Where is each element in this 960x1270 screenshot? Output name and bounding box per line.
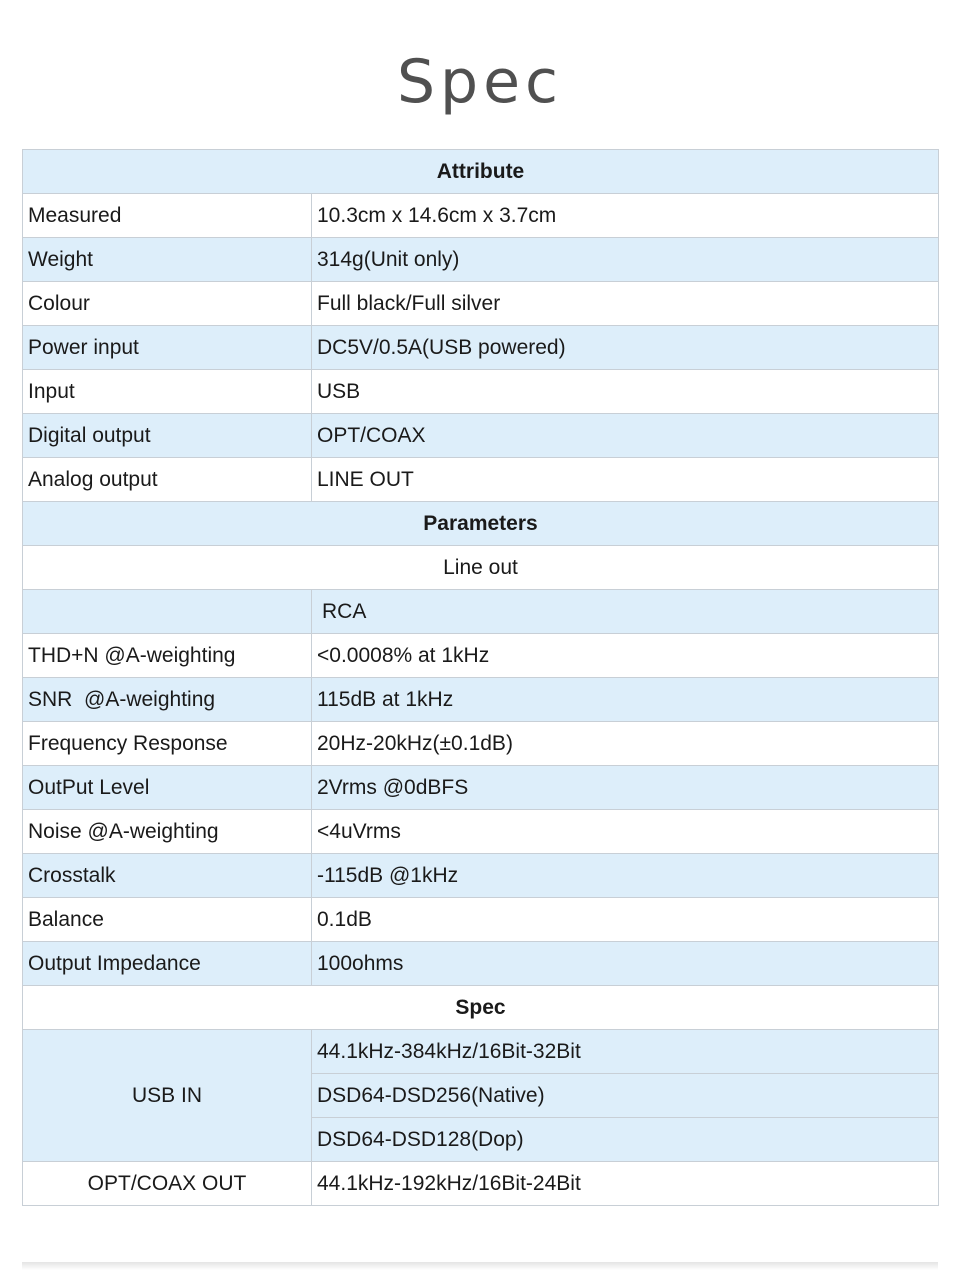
usb-in-value: 44.1kHz-384kHz/16Bit-32Bit (312, 1030, 939, 1074)
row-value: 100ohms (312, 942, 939, 986)
line-out-row (23, 546, 939, 590)
table-row (23, 414, 939, 458)
table-row (23, 942, 939, 986)
row-label: Power input (23, 326, 312, 370)
section-header-spec (23, 986, 939, 1030)
table-row (23, 766, 939, 810)
row-value: 314g(Unit only) (312, 238, 939, 282)
section-header-attribute (23, 150, 939, 194)
row-value: DC5V/0.5A(USB powered) (312, 326, 939, 370)
row-label: Colour (23, 282, 312, 326)
row-label: Measured (23, 194, 312, 238)
rca-label: RCA (312, 590, 939, 634)
bottom-divider (22, 1262, 938, 1270)
table-row (23, 810, 939, 854)
section-title: Attribute (23, 150, 939, 194)
row-value: 2Vrms @0dBFS (312, 766, 939, 810)
row-label: OutPut Level (23, 766, 312, 810)
row-label: SNR @A-weighting (23, 678, 312, 722)
row-value: 20Hz-20kHz(±0.1dB) (312, 722, 939, 766)
table-row (23, 326, 939, 370)
row-label: Digital output (23, 414, 312, 458)
usb-in-label: USB IN (23, 1030, 312, 1162)
row-value: <4uVrms (312, 810, 939, 854)
opt-coax-out-row (23, 1162, 939, 1206)
usb-in-value: DSD64-DSD128(Dop) (312, 1118, 939, 1162)
row-label: THD+N @A-weighting (23, 634, 312, 678)
table-row (23, 238, 939, 282)
row-value: 115dB at 1kHz (312, 678, 939, 722)
table-row (23, 722, 939, 766)
table-row (23, 678, 939, 722)
table-row (23, 898, 939, 942)
row-label: Output Impedance (23, 942, 312, 986)
table-row (23, 634, 939, 678)
table-row (23, 282, 939, 326)
section-header-parameters (23, 502, 939, 546)
opt-coax-out-value: 44.1kHz-192kHz/16Bit-24Bit (312, 1162, 939, 1206)
row-value: 0.1dB (312, 898, 939, 942)
row-label: Input (23, 370, 312, 414)
table-row (23, 370, 939, 414)
row-value: USB (312, 370, 939, 414)
row-value: 10.3cm x 14.6cm x 3.7cm (312, 194, 939, 238)
usb-in-value: DSD64-DSD256(Native) (312, 1074, 939, 1118)
row-value: Full black/Full silver (312, 282, 939, 326)
section-title: Spec (23, 986, 939, 1030)
row-label: Noise @A-weighting (23, 810, 312, 854)
empty-cell (23, 590, 312, 634)
table-row (23, 194, 939, 238)
table-row (23, 458, 939, 502)
row-value: LINE OUT (312, 458, 939, 502)
row-value: OPT/COAX (312, 414, 939, 458)
section-title: Parameters (23, 502, 939, 546)
row-label: Balance (23, 898, 312, 942)
row-label: Weight (23, 238, 312, 282)
row-value: -115dB @1kHz (312, 854, 939, 898)
rca-row (23, 590, 939, 634)
row-value: <0.0008% at 1kHz (312, 634, 939, 678)
line-out-label: Line out (23, 546, 939, 590)
row-label: Frequency Response (23, 722, 312, 766)
table-row (23, 854, 939, 898)
opt-coax-out-label: OPT/COAX OUT (23, 1162, 312, 1206)
spec-table (22, 149, 939, 1206)
row-label: Crosstalk (23, 854, 312, 898)
row-label: Analog output (23, 458, 312, 502)
page-title: Spec (396, 47, 564, 117)
usb-in-row (23, 1030, 939, 1074)
